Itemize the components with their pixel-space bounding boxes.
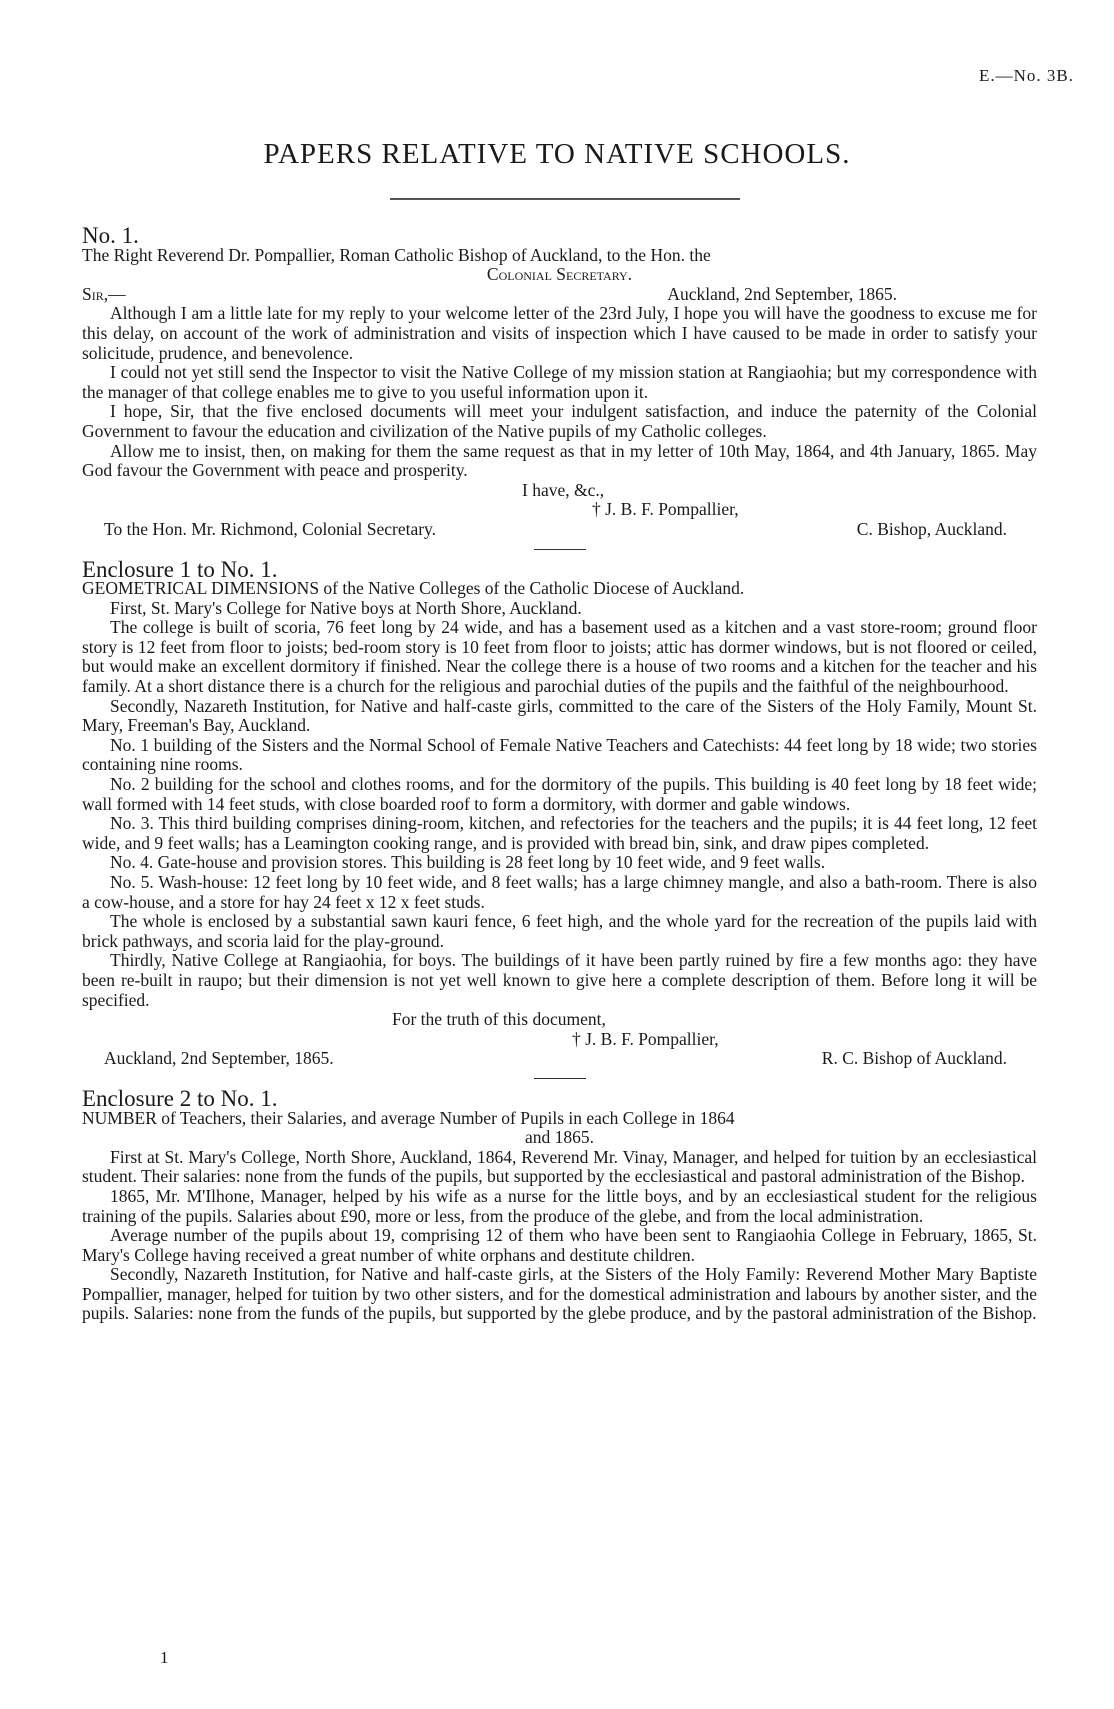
enclosure-2-paragraph: First at St. Mary's College, North Shore, Auckland, 1864, Reverend Mr. Vinay, Manager, and helped for tuition by an ecclesiastical student. Their salaries: none from the funds of the pupils, but supported by the ecclesiastical and pastoral administration of the Bishop. (82, 1146, 1037, 1187)
letter-place-date: Auckland, 2nd September, 1865. (667, 283, 897, 304)
letter-paragraph: I hope, Sir, that the five enclosed documents will meet your indulgent satisfaction, and induce the paternity of the Colonial Government to favour the education and civilization of the Native pupils of my Catholic colleges. (82, 401, 1037, 441)
addressee-row (82, 520, 1037, 540)
enclosure-1-date-row (82, 1049, 1037, 1069)
enclosure-1-paragraph: No. 5. Wash-house: 12 feet long by 10 feet wide, and 8 feet walls; has a large chimney mangle, and also a bath-room. There is also a cow-house, and a store for hay 24 feet x 12 x feet studs. (82, 872, 1037, 912)
enclosure-1-paragraph: Thirdly, Native College at Rangiaohia, for boys. The buildings of it have been partly ruined by fire a few months ago: they have been re-built in raupo; but their dimension is not yet well known to give here a complete description of them. Before long it will be specified. (82, 950, 1037, 1010)
section-divider (534, 1078, 586, 1079)
enclosure-1-title: Enclosure 1 to No. 1. (82, 556, 278, 582)
letter-number: No. 1. (82, 223, 139, 248)
letter-paragraph: Although I am a little late for my reply to your welcome letter of the 23rd July, I hope you will have the goodness to excuse me for this delay, on account of the work of administration and visits of inspection which I have caused to be made in order to satisfy your solicitude, prudence, and benevolence. (82, 303, 1037, 363)
enclosure-2-heading-cont: and 1865. (524, 1127, 595, 1148)
enclosure-2-heading: NUMBER of Teachers, their Salaries, and average Number of Pupils in each College in 1864 (82, 1107, 735, 1128)
enclosure-1-attest: For the truth of this document, (392, 1009, 606, 1030)
enclosure-1-paragraph: First, St. Mary's College for Native boys at North Shore, Auckland. (110, 597, 582, 618)
enclosure-1-paragraph: No. 3. This third building comprises dining-room, kitchen, and refectories for the teachers and the pupils; it is 44 feet long, 12 feet wide, and 9 feet walls; has a Leamington cooking range, and is provided with bread bin, sink, and draw pipes completed. (82, 813, 1037, 853)
salutation-row (82, 285, 1037, 305)
document-body (82, 223, 1037, 1324)
letter-closing: I have, &c., (522, 479, 605, 500)
enclosure-1-paragraph: Secondly, Nazareth Institution, for Native and half-caste girls, committed to the care of the Sisters of the Holy Family, Mount St. Mary, Freeman's Bay, Auckland. (82, 695, 1037, 736)
page-number: 1 (160, 1648, 169, 1667)
enclosure-2-title: Enclosure 2 to No. 1. (82, 1085, 278, 1111)
section-divider (534, 549, 586, 550)
enclosure-1-place-date: Auckland, 2nd September, 1865. (104, 1048, 334, 1069)
enclosure-1-paragraph: The college is built of scoria, 76 feet long by 24 wide, and has a basement used as a kitchen and a vast store-room; ground floor story is 12 feet from floor to joists; bed-room story is 10 feet from floor to joists; attic has dormer windows, but is not floored or ceiled, but would make an excellent dormitory if finished. Near the college there is a house of two rooms and a kitchen for the teacher and his family. At a short distance there is a church for the religious and parochial duties of the pupils and the faithful of the neighbourhood. (82, 617, 1037, 697)
salutation: Sir,— (82, 283, 126, 304)
letter-signature-title: C. Bishop, Auckland. (856, 518, 1007, 539)
enclosure-2-paragraph: Secondly, Nazareth Institution, for Native and half-caste girls, at the Sisters of the Holy Family: Reverend Mother Mary Baptiste Pompallier, manager, helped for tuition by two other sisters, and for the domestical administration and labours by another sister, and the pupils. Salaries: none from the funds of the pupils, but supported by the glebe produce, and by the pastoral administration of the Bishop. (82, 1264, 1037, 1324)
enclosure-2 (82, 1085, 1037, 1324)
enclosure-1-paragraph: No. 2 building for the school and clothes rooms, and for the dormitory of the pupils. This building is 40 feet long by 18 feet wide; wall formed with 14 feet studs, with close boarded roof to form a dormitory, with dormer and gable windows. (82, 774, 1037, 814)
enclosure-1-paragraph: The whole is enclosed by a substantial sawn kauri fence, 6 feet high, and the whole yard for the recreation of the pupils laid with brick pathways, and scoria laid for the play-ground. (82, 911, 1037, 951)
letter-paragraph: Allow me to insist, then, on making for them the same request as that in my letter of 10th May, 1864, and 4th January, 1865. May God favour the Government with peace and prosperity. (82, 440, 1037, 481)
letter-from-line: The Right Reverend Dr. Pompallier, Roman Catholic Bishop of Auckland, to the Hon. the (82, 244, 711, 265)
letter-paragraph: I could not yet still send the Inspector to visit the Native College of my mission station at Rangiaohia; but my correspondence with the manager of that college enables me to give to you useful information upon it. (82, 362, 1037, 402)
letter-addressee: To the Hon. Mr. Richmond, Colonial Secretary. (104, 518, 437, 539)
title-divider (390, 198, 740, 200)
letter-no-1 (82, 223, 1037, 540)
enclosure-1-signature-title: R. C. Bishop of Auckland. (821, 1048, 1007, 1069)
enclosure-2-paragraph: 1865, Mr. M'Ilhone, Manager, helped by his wife as a nurse for the little boys, and by an ecclesiastical student for the religious training of the pupils. Salaries about £90, more or less, from the produce of the glebe, and from the local administration. (82, 1185, 1037, 1226)
enclosure-2-paragraph: Average number of the pupils about 19, comprising 12 of them who have been sent to Rangiaohia College in February, 1865, St. Mary's College having received a great number of white orphans and destitute children. (82, 1225, 1037, 1265)
enclosure-1 (82, 556, 1037, 1069)
enclosure-1-paragraph: No. 4. Gate-house and provision stores. This building is 28 feet long by 10 feet wide, and 9 feet walls. (110, 852, 826, 873)
page-title: PAPERS RELATIVE TO NATIVE SCHOOLS. (263, 138, 851, 170)
letter-signature: † J. B. F. Pompallier, (592, 499, 739, 520)
document-reference: E.—No. 3B. (979, 66, 1074, 85)
enclosure-1-paragraph: No. 1 building of the Sisters and the Normal School of Female Native Teachers and Catechists: 44 feet long by 18 wide; two stories containing nine rooms. (82, 734, 1037, 775)
letter-to-line: Colonial Secretary. (486, 264, 633, 285)
enclosure-1-signature: † J. B. F. Pompallier, (572, 1028, 719, 1049)
enclosure-1-heading: GEOMETRICAL DIMENSIONS of the Native Colleges of the Catholic Diocese of Auckland. (82, 578, 745, 599)
